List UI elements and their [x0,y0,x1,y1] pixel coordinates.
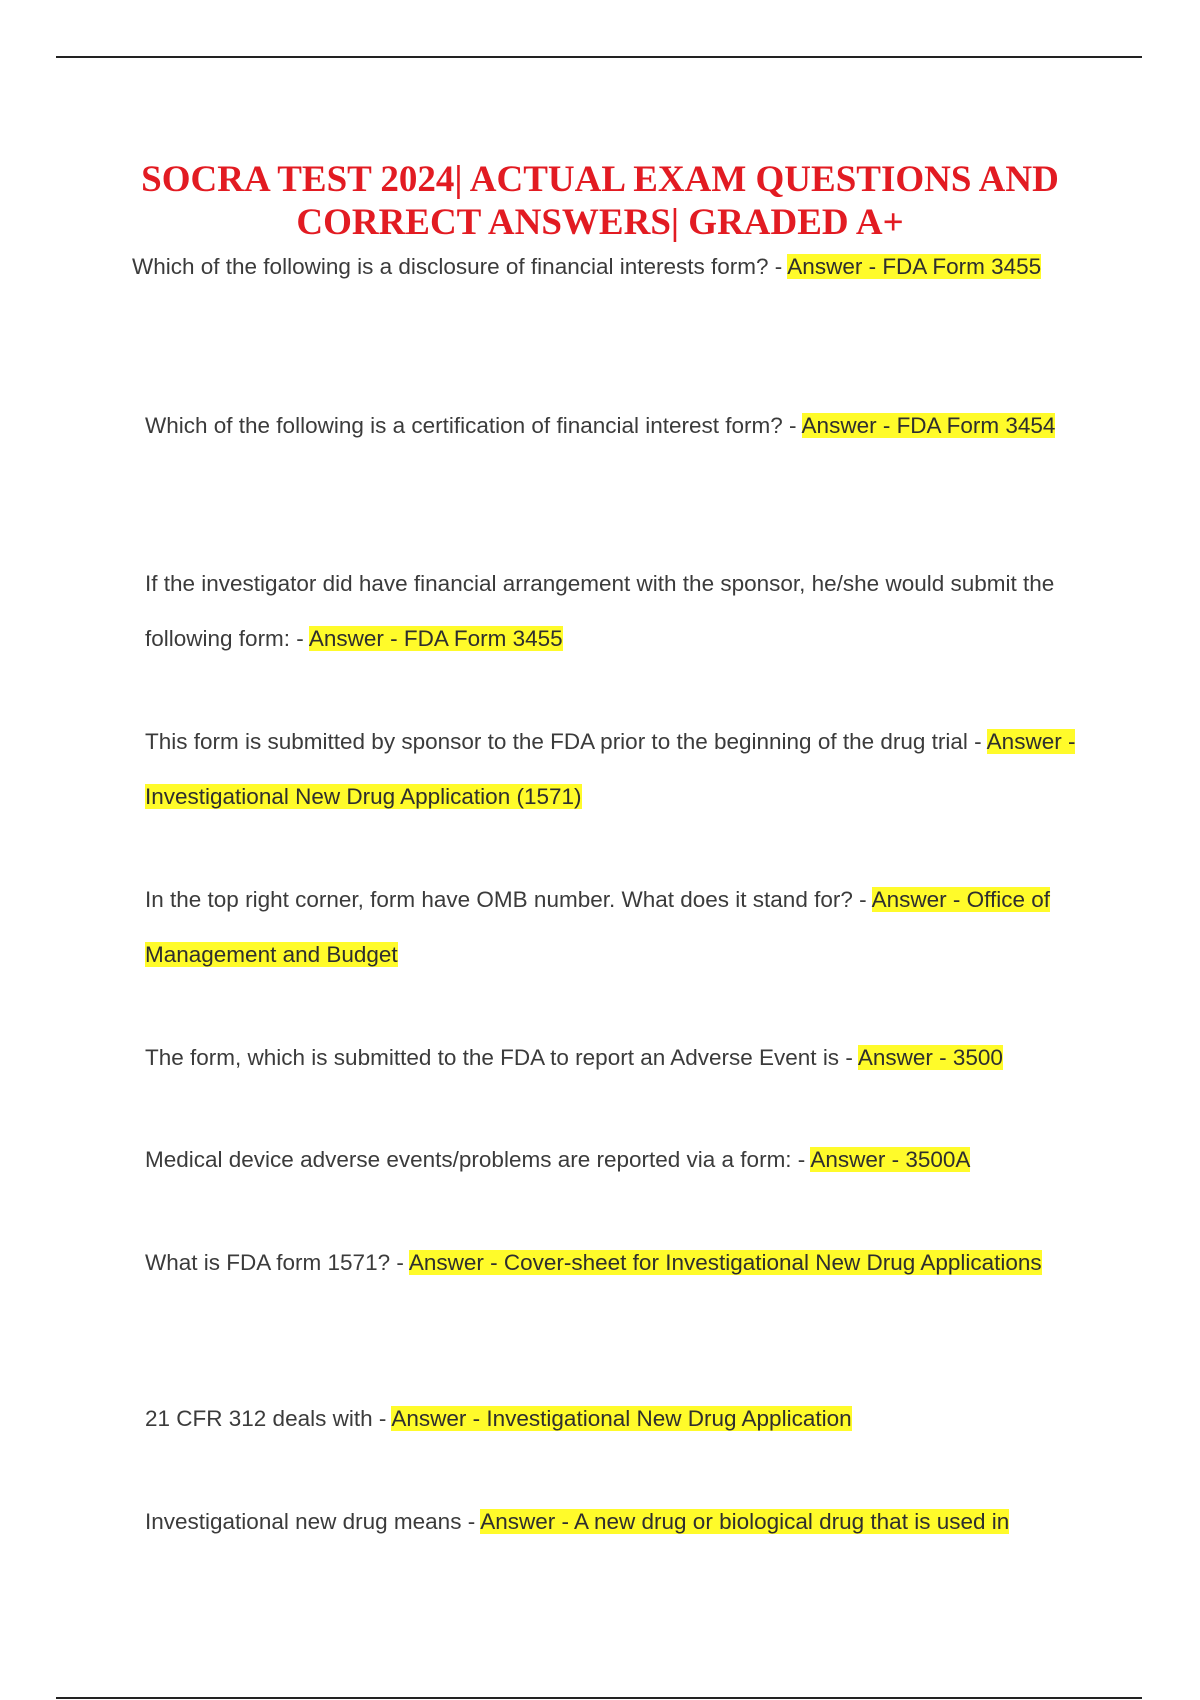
question-text: If the investigator did have financial arrangement with the sponsor, he/she would submit the following form: - [145,571,1055,651]
question-text: The form, which is submitted to the FDA to report an Adverse Event is - [145,1045,858,1070]
qa-item-7 [145,1132,1105,1187]
qa-item-1 [132,239,1092,294]
answer-highlight: Answer - Office of Management and Budget [145,887,1051,967]
qa-item-2 [145,398,1105,453]
question-text: Investigational new drug means - [145,1509,481,1534]
answer-highlight: Answer - FDA Form 3455 [787,254,1042,279]
question-text: 21 CFR 312 deals with - [145,1406,392,1431]
bottom-rule [56,1697,1142,1699]
question-text: This form is submitted by sponsor to the FDA prior to the beginning of the drug trial - [145,729,987,754]
qa-item-5 [145,872,1105,982]
answer-highlight: Answer - 3500 [857,1045,1003,1070]
qa-item-10 [145,1494,1105,1549]
answer-highlight: Answer - Investigational New Drug Application [391,1406,852,1431]
document-title: SOCRA TEST 2024| ACTUAL EXAM QUESTIONS AND CORRECT ANSWERS| GRADED A+ [141,159,1059,243]
qa-item-9 [145,1391,1105,1446]
question-text: In the top right corner, form have OMB number. What does it stand for? - [145,887,872,912]
answer-highlight: Answer - FDA Form 3454 [801,413,1056,438]
question-text: Medical device adverse events/problems are reported via a form: - [145,1147,811,1172]
answer-highlight: Answer - A new drug or biological drug that is used in [480,1509,1010,1534]
question-text: Which of the following is a disclosure of financial interests form? - [132,254,788,279]
question-text: Which of the following is a certification of financial interest form? - [145,413,802,438]
question-text: What is FDA form 1571? - [145,1250,409,1275]
answer-highlight: Answer - Investigational New Drug Application (1571) [145,729,1076,809]
answer-highlight: Answer - FDA Form 3455 [308,626,563,651]
qa-item-8 [145,1235,1105,1290]
top-rule [56,56,1142,58]
qa-item-6 [145,1030,1105,1085]
qa-item-3 [145,556,1105,666]
qa-item-4 [145,714,1105,824]
answer-highlight: Answer - 3500A [810,1147,971,1172]
answer-highlight: Answer - Cover-sheet for Investigational New Drug Applications [408,1250,1042,1275]
